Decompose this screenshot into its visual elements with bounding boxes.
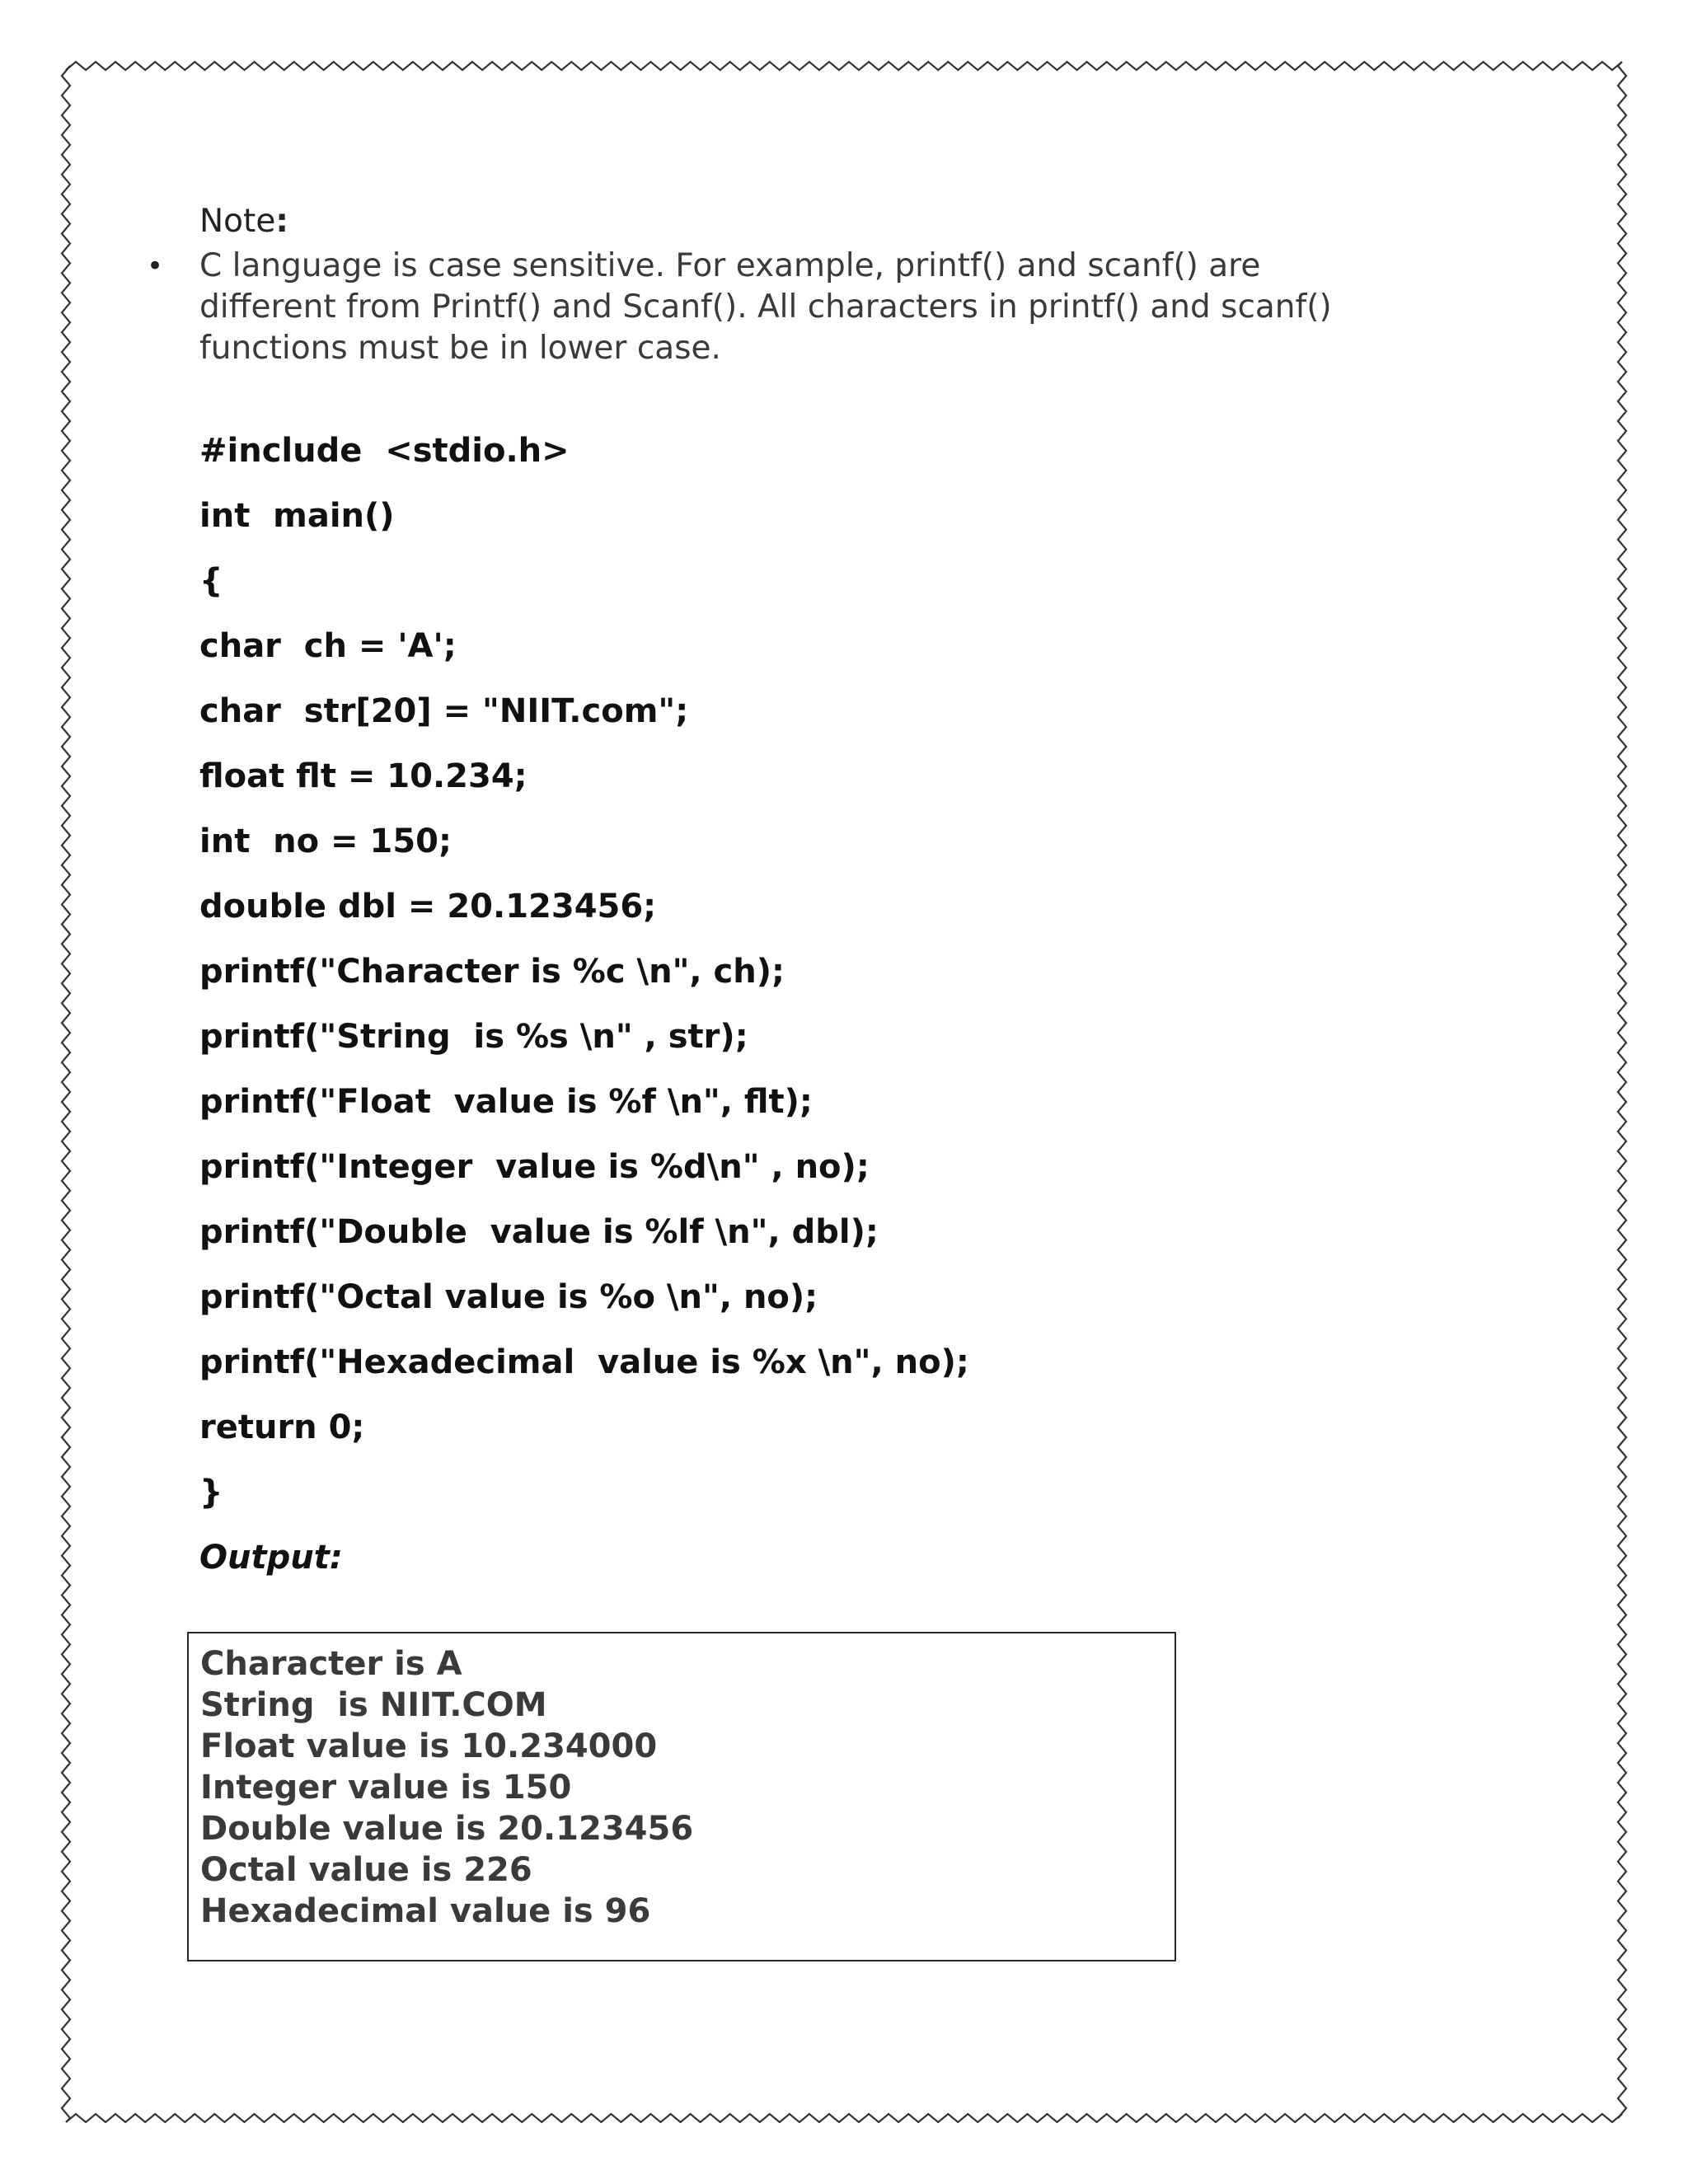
output-line: Double value is 20.123456	[200, 1810, 694, 1848]
note-text: C language is case sensitive. For example, printf() and scanf() are different from Printf() and Scanf(). All characters in printf() and scanf() functions must be in lower case.	[199, 247, 1332, 367]
code-line: printf("Octal value is %o \n", no);	[199, 1278, 818, 1316]
code-line: char ch = 'A';	[199, 627, 457, 665]
code-line: printf("String is %s \n" , str);	[199, 1018, 748, 1056]
code-line: {	[199, 562, 223, 600]
code-line: #include <stdio.h>	[199, 432, 570, 470]
note-section	[147, 198, 1518, 369]
code-line: printf("Character is %c \n", ch);	[199, 953, 785, 991]
bullet-icon: •	[147, 250, 164, 283]
code-line: int no = 150;	[199, 823, 452, 860]
output-line: Hexadecimal value is 96	[200, 1892, 651, 1930]
note-bullet-item	[147, 246, 1518, 369]
code-line: int main()	[199, 497, 395, 535]
code-line: printf("Integer value is %d\n" , no);	[199, 1148, 870, 1186]
output-line: Octal value is 226	[200, 1851, 532, 1889]
code-line: printf("Hexadecimal value is %x \n", no);	[199, 1343, 969, 1381]
output-line: Float value is 10.234000	[200, 1727, 658, 1765]
code-line: printf("Double value is %lf \n", dbl);	[199, 1213, 879, 1251]
note-colon: :	[275, 203, 288, 240]
output-label: Output:	[199, 1539, 343, 1577]
code-line: double dbl = 20.123456;	[199, 888, 657, 926]
note-heading	[199, 198, 1518, 246]
output-line: Integer value is 150	[200, 1769, 572, 1807]
code-block	[199, 419, 1436, 1526]
code-line: printf("Float value is %f \n", flt);	[199, 1083, 813, 1121]
note-title: Note	[199, 203, 276, 240]
code-line: }	[199, 1474, 223, 1511]
output-box	[187, 1632, 1176, 1961]
output-line: Character is A	[200, 1645, 462, 1683]
output-line: String is NIIT.COM	[200, 1686, 547, 1724]
code-line: float flt = 10.234;	[199, 757, 528, 795]
code-line: char str[20] = "NIIT.com";	[199, 692, 689, 730]
code-line: return 0;	[199, 1408, 365, 1446]
